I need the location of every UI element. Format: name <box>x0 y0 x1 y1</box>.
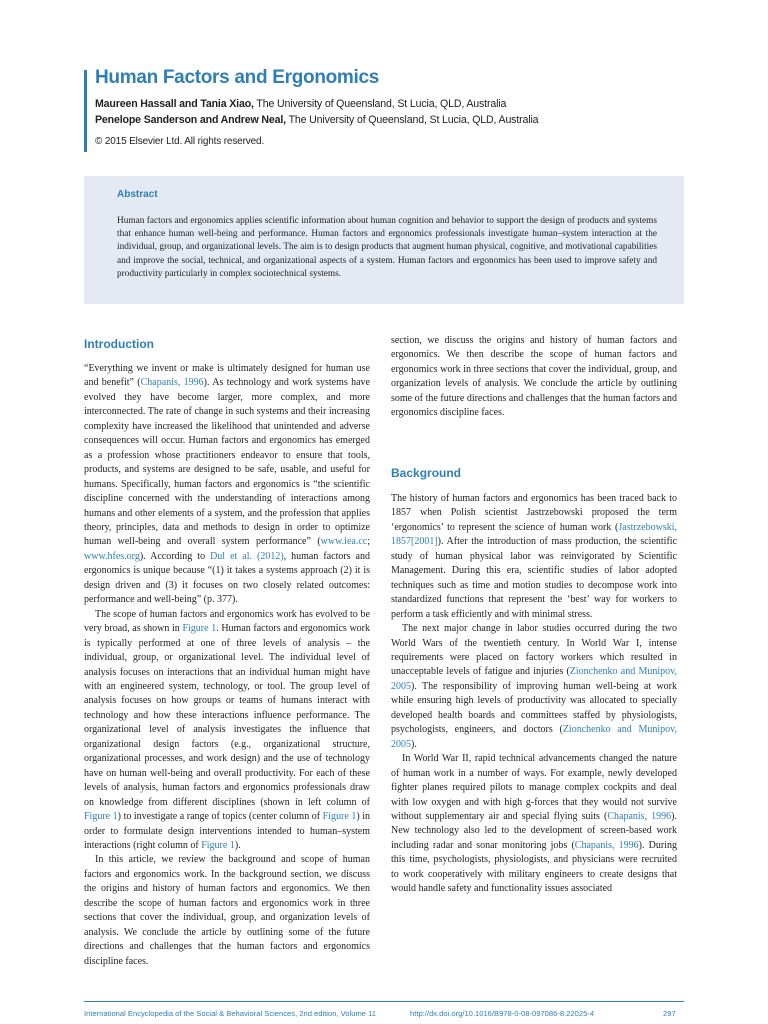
citation-link[interactable]: Jastrzebowski, 1857[2001] <box>391 521 677 548</box>
figure-link[interactable]: Figure 1 <box>201 839 235 851</box>
article-title: Human Factors and Ergonomics <box>95 67 380 88</box>
background-paragraph-2: The next major change in labor studies occurred during the two World Wars of the twentieth century. In World War I, intense requirements were placed on factory workers which resulted in unacceptable levels of fatigue and injuries (Zionchenko and Munipov, 2005). The responsibility of improving human well-being at work while ensuring high levels of productivity was allocated to specially developed health boards and committees staffed by physiologists, psychologists, engineers, and doctors (Zionchenko and Munipov, 2005). <box>391 623 677 750</box>
background-section <box>391 492 677 897</box>
intro-paragraph-3-continued: section, we discuss the origins and history of human factors and ergonomics. We then describe the scope of human factors and ergonomics work in three sections that cover the individual, group, and organization levels of analysis. We conclude the article by outlining some of the future directions and challenges that the human factors and ergonomics discipline faces. <box>391 335 677 419</box>
page-number: 297 <box>663 1009 676 1018</box>
footer-rule <box>84 1001 684 1002</box>
citation-link[interactable]: Chapanis, 1996 <box>607 810 672 822</box>
abstract-box <box>84 176 684 304</box>
doi-link[interactable]: http://dx.doi.org/10.1016/B978-0-08-097086-8.22025-4 <box>410 1009 595 1018</box>
author-line-1 <box>95 98 506 110</box>
footer-source: International Encyclopedia of the Social & Behavioral Sciences, 2nd edition, Volume 11 <box>84 1009 376 1018</box>
author-names: Penelope Sanderson and Andrew Neal, <box>95 114 286 126</box>
title-accent-bar <box>84 70 87 152</box>
introduction-heading: Introduction <box>84 337 154 351</box>
right-column <box>391 334 677 421</box>
citation-link[interactable]: Chapanis, 1996 <box>574 839 639 851</box>
abstract-heading: Abstract <box>117 189 158 200</box>
citation-link[interactable]: Dul et al. (2012) <box>210 550 284 562</box>
background-heading: Background <box>391 466 462 480</box>
intro-paragraph-1: “Everything we invent or make is ultimately designed for human use and benefit” (Chapanis, 1996). As technology and work systems have evolved they have become larger, more complex, and more interconnected. The rate of change in such systems and their increasing complexity have increased the likelihood that unintended and adverse consequences will occur. Human factors and ergonomics has emerged as a profession whose practitioners endeavor to ensure that tools, products, and systems are designed to be safe, usable, and useful for humans. Specifically, human factors and ergonomics is “the scientific discipline concerned with the understanding of interactions among humans and other elements of a system, and the profession that applies theory, principles, data and methods to design in order to optimize human well-being and overall system performance” (www.iea.cc; www.hfes.org). According to Dul et al. (2012), human factors and ergonomics is unique because “(1) it takes a systems approach (2) it is design driven and (3) it focuses on two closely related outcomes: performance and well-being” (p. 377). <box>84 363 370 606</box>
abstract-text: Human factors and ergonomics applies scientific information about human cognition and behavior to support the design of products and systems that enhance human well-being and performance. Human factors and ergonomics professionals investigate human–system interaction at the individual, group, and organizational levels. The aim is to design products that augment human physical, cognitive, and motivational capabilities and improve the social, technical, and organizational aspects of a system. Human factors and ergonomics has been used to improve safety and productivity particularly in complex sociotechnical systems. <box>117 216 657 279</box>
background-paragraph-1: The history of human factors and ergonomics has been traced back to 1857 when Polish scientist Jastrzebowski proposed the term ‘ergonomics’ to represent the science of human work (Jastrzebowski, 1857[2001]). After the introduction of mass production, the scientific study of human physical labor was reinvigorated by Scientific Management. During this era, scientific studies of labor adopted techniques such as time and motion studies to decompose work into standardized functions that represent the ‘best’ way for workers to perform a task efficiently and with minimal stress. <box>391 493 677 620</box>
citation-link[interactable]: Chapanis, 1996 <box>140 377 204 389</box>
iea-url-link[interactable]: www.iea.cc <box>320 536 368 548</box>
figure-link[interactable]: Figure 1 <box>84 811 118 823</box>
author-line-2 <box>95 114 538 126</box>
left-column <box>84 362 370 967</box>
author-affiliation: The University of Queensland, St Lucia, QLD, Australia <box>285 114 539 126</box>
copyright-notice: © 2015 Elsevier Ltd. All rights reserved. <box>95 136 265 147</box>
hfes-url-link[interactable]: www.hfes.org <box>84 550 140 562</box>
figure-link[interactable]: Figure 1 <box>182 623 217 635</box>
citation-link[interactable]: Zionchenko and Munipov, 2005 <box>391 666 677 692</box>
citation-link[interactable]: Zionchenko and Munipov, 2005 <box>391 724 677 750</box>
author-names: Maureen Hassall and Tania Xiao, <box>95 98 254 110</box>
intro-paragraph-2: The scope of human factors and ergonomics work has evolved to be very broad, as shown in Figure 1. Human factors and ergonomics work is typically performed at one of three levels of analysis – the individual, group, or organizational level. The individual level of analysis focuses on interactions that an individual human might have with an engineered system, technology, or tool. The group level of analysis focuses on how groups or teams of humans interact with technology and how these interactions influence performance. The organizational level of analysis investigates the influence that organizational design factors (e.g., organizational structure, organizational processes, and work design) and the use of technology have on human well-being and overall productivity. For each of these levels of analysis, human factors and ergonomics professionals draw on knowledge from different disciplines (shown in left column of Figure 1) to investigate a range of topics (center column of Figure 1) in order to formulate design interventions intended to human–system interactions (right column of Figure 1). <box>84 608 370 851</box>
background-paragraph-3: In World War II, rapid technical advancements changed the nature of human work in a number of ways. For example, newly developed fighter planes required pilots to manage complex cockpits and deal with low oxygen and with high g-forces that they would not survive without supplementary air and special flying suits (Chapanis, 1996). New technology also led to the development of screen-based work including radar and sonar monitoring jobs (Chapanis, 1996). During this time, psychologists, physiologists, and physicians were recruited to work cooperatively with military engineers to create designs that would handle safety and functionality issues associated <box>391 753 678 895</box>
author-affiliation: The University of Queensland, St Lucia, QLD, Australia <box>253 98 507 110</box>
figure-link[interactable]: Figure 1 <box>322 811 357 823</box>
intro-paragraph-3: In this article, we review the background and scope of human factors and ergonomics work. In the background section, we discuss the origins and history of human factors and ergonomics. We then describe the scope of human factors and ergonomics work in three sections that cover the individual, group, and organization levels of analysis. We conclude the article by outlining some of the future directions and challenges that the human factors and ergonomics discipline faces. <box>84 854 370 967</box>
